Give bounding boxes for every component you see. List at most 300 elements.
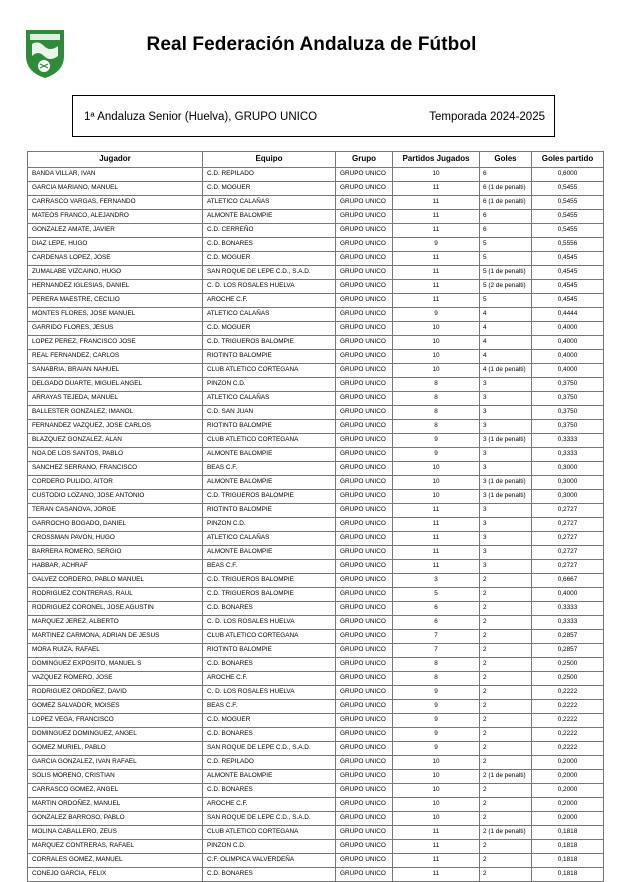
table-row <box>28 784 604 798</box>
table-row <box>28 518 604 532</box>
goals: 2 <box>480 574 532 588</box>
player-name: ZUMALABE VIZCAINO, HUGO <box>28 266 203 280</box>
goals: 2 <box>480 686 532 700</box>
player-name: BALLESTER GONZALEZ, IMANOL <box>28 406 203 420</box>
matches-played: 9 <box>393 714 480 728</box>
goals-per-match: 0,2727 <box>532 504 604 518</box>
table-row <box>28 434 604 448</box>
goals-per-match: 0,4000 <box>532 350 604 364</box>
group-name: GRUPO UNICO <box>336 644 393 658</box>
goals-per-match: 0,5455 <box>532 224 604 238</box>
table-row <box>28 812 604 826</box>
team-name: AROCHE C.F. <box>203 294 336 308</box>
column-header-partidos-jugados: Partidos Jugados <box>393 152 480 168</box>
table-row <box>28 308 604 322</box>
table-row <box>28 420 604 434</box>
player-name: MARQUEZ JEREZ, ALBERTO <box>28 616 203 630</box>
goals-per-match: 0,3000 <box>532 476 604 490</box>
matches-played: 7 <box>393 630 480 644</box>
player-name: MARTINEZ CARMONA, ADRIAN DE JESUS <box>28 630 203 644</box>
matches-played: 9 <box>393 728 480 742</box>
goals: 6 <box>480 210 532 224</box>
player-name: CROSSMAN PAVON, HUGO <box>28 532 203 546</box>
group-name: GRUPO UNICO <box>336 182 393 196</box>
goals-per-match: 0,4545 <box>532 280 604 294</box>
goals-per-match: 0,2727 <box>532 560 604 574</box>
table-row <box>28 490 604 504</box>
team-name: CLUB ATLETICO CORTEGANA <box>203 826 336 840</box>
team-name: CLUB ATLETICO CORTEGANA <box>203 630 336 644</box>
goals: 2 <box>480 602 532 616</box>
matches-played: 11 <box>393 280 480 294</box>
goals: 2 <box>480 672 532 686</box>
group-name: GRUPO UNICO <box>336 420 393 434</box>
team-name: C.D. BONARES <box>203 728 336 742</box>
table-row <box>28 630 604 644</box>
group-name: GRUPO UNICO <box>336 238 393 252</box>
player-name: CORDERO PULIDO, AITOR <box>28 476 203 490</box>
team-name: BEAS C.F. <box>203 560 336 574</box>
goals: 3 <box>480 392 532 406</box>
goals-per-match: 0,2727 <box>532 546 604 560</box>
player-name: MONTES FLORES, JOSE MANUEL <box>28 308 203 322</box>
matches-played: 11 <box>393 840 480 854</box>
matches-played: 9 <box>393 434 480 448</box>
team-name: AROCHE C.F. <box>203 798 336 812</box>
column-header-goles-partido: Goles partido <box>532 152 604 168</box>
goals-per-match: 0,3000 <box>532 462 604 476</box>
column-header-equipo: Equipo <box>203 152 336 168</box>
player-name: PERERA MAESTRE, CECILIO <box>28 294 203 308</box>
team-name: SAN ROQUE DE LEPE C.D., S.A.D. <box>203 812 336 826</box>
table-row <box>28 840 604 854</box>
team-name: C.D. REPILADO <box>203 168 336 182</box>
scorers-table-body <box>28 168 604 882</box>
table-row <box>28 644 604 658</box>
player-name: GOMEZ SALVADOR, MOISES <box>28 700 203 714</box>
goals: 3 (1 de penalti) <box>480 476 532 490</box>
matches-played: 11 <box>393 266 480 280</box>
group-name: GRUPO UNICO <box>336 518 393 532</box>
goals-per-match: 0,3333 <box>532 434 604 448</box>
group-name: GRUPO UNICO <box>336 686 393 700</box>
goals: 2 <box>480 756 532 770</box>
matches-played: 10 <box>393 476 480 490</box>
goals: 3 <box>480 420 532 434</box>
player-name: GARCIA GONZALEZ, IVAN RAFAEL <box>28 756 203 770</box>
team-name: C.D. BONARES <box>203 602 336 616</box>
matches-played: 8 <box>393 658 480 672</box>
goals: 6 <box>480 224 532 238</box>
matches-played: 8 <box>393 378 480 392</box>
goals-per-match: 0,2500 <box>532 658 604 672</box>
goals: 3 <box>480 448 532 462</box>
goals: 6 (1 de penalti) <box>480 196 532 210</box>
table-row <box>28 294 604 308</box>
matches-played: 10 <box>393 770 480 784</box>
matches-played: 11 <box>393 518 480 532</box>
matches-played: 11 <box>393 196 480 210</box>
goals: 2 <box>480 812 532 826</box>
table-row <box>28 742 604 756</box>
player-name: DELGADO DUARTE, MIGUEL ANGEL <box>28 378 203 392</box>
group-name: GRUPO UNICO <box>336 350 393 364</box>
matches-played: 8 <box>393 392 480 406</box>
goals: 5 <box>480 238 532 252</box>
table-row <box>28 574 604 588</box>
team-name: C.D. TRIGUEROS BALOMPIE <box>203 490 336 504</box>
goals: 3 <box>480 378 532 392</box>
group-name: GRUPO UNICO <box>336 532 393 546</box>
group-name: GRUPO UNICO <box>336 742 393 756</box>
goals: 2 <box>480 658 532 672</box>
matches-played: 11 <box>393 560 480 574</box>
table-row <box>28 392 604 406</box>
group-name: GRUPO UNICO <box>336 770 393 784</box>
goals: 2 <box>480 868 532 882</box>
group-name: GRUPO UNICO <box>336 672 393 686</box>
table-row <box>28 714 604 728</box>
table-row <box>28 322 604 336</box>
goals-per-match: 0,1818 <box>532 826 604 840</box>
goals-per-match: 0,2222 <box>532 714 604 728</box>
matches-played: 9 <box>393 308 480 322</box>
page-title: Real Federación Andaluza de Fútbol <box>146 34 477 55</box>
player-name: CONEJO GARCIA, FELIX <box>28 868 203 882</box>
goals: 3 (1 de penalti) <box>480 434 532 448</box>
player-name: CARDENAS LOPEZ, JOSE <box>28 252 203 266</box>
goals: 3 <box>480 406 532 420</box>
group-name: GRUPO UNICO <box>336 798 393 812</box>
group-name: GRUPO UNICO <box>336 868 393 882</box>
team-name: C.D. BONARES <box>203 868 336 882</box>
group-name: GRUPO UNICO <box>336 336 393 350</box>
goals-per-match: 0,6000 <box>532 168 604 182</box>
team-name: C.D. CERREÑO <box>203 224 336 238</box>
goals-per-match: 0,2222 <box>532 728 604 742</box>
group-name: GRUPO UNICO <box>336 196 393 210</box>
player-name: MARTIN ORDOÑEZ, MANUEL <box>28 798 203 812</box>
group-name: GRUPO UNICO <box>336 378 393 392</box>
player-name: MORA RUIZA, RAFAEL <box>28 644 203 658</box>
group-name: GRUPO UNICO <box>336 406 393 420</box>
matches-played: 11 <box>393 826 480 840</box>
scorers-table <box>27 151 604 882</box>
matches-played: 6 <box>393 616 480 630</box>
goals: 2 <box>480 588 532 602</box>
group-name: GRUPO UNICO <box>336 756 393 770</box>
player-name: VAZQUEZ ROMERO, JOSE <box>28 672 203 686</box>
group-name: GRUPO UNICO <box>336 616 393 630</box>
team-name: ALMONTE BALOMPIE <box>203 210 336 224</box>
player-name: DOMINGUEZ DOMINGUEZ, ANGEL <box>28 728 203 742</box>
goals-per-match: 0,2222 <box>532 686 604 700</box>
matches-played: 8 <box>393 672 480 686</box>
matches-played: 11 <box>393 854 480 868</box>
player-name: RODRIGUEZ CORONEL, JOSE AGUSTIN <box>28 602 203 616</box>
group-name: GRUPO UNICO <box>336 266 393 280</box>
goals: 2 <box>480 784 532 798</box>
player-name: NOA DE LOS SANTOS, PABLO <box>28 448 203 462</box>
goals-per-match: 0,2222 <box>532 700 604 714</box>
team-name: CLUB ATLETICO CORTEGANA <box>203 364 336 378</box>
team-name: C. D. LOS ROSALES HUELVA <box>203 616 336 630</box>
player-name: GARCIA MARIANO, MANUEL <box>28 182 203 196</box>
goals-per-match: 0,1818 <box>532 840 604 854</box>
matches-played: 8 <box>393 420 480 434</box>
goals-per-match: 0,1818 <box>532 854 604 868</box>
goals-per-match: 0,2222 <box>532 742 604 756</box>
table-row <box>28 686 604 700</box>
group-name: GRUPO UNICO <box>336 546 393 560</box>
team-name: C.D. MOGUER <box>203 252 336 266</box>
player-name: MARQUEZ CONTRERAS, RAFAEL <box>28 840 203 854</box>
group-name: GRUPO UNICO <box>336 476 393 490</box>
group-name: GRUPO UNICO <box>336 826 393 840</box>
matches-played: 10 <box>393 350 480 364</box>
player-name: GONZALEZ BARROSO, PABLO <box>28 812 203 826</box>
goals: 2 <box>480 700 532 714</box>
team-name: SAN ROQUE DE LEPE C.D., S.A.D. <box>203 742 336 756</box>
column-header-grupo: Grupo <box>336 152 393 168</box>
table-row <box>28 280 604 294</box>
player-name: BANDA VILLAR, IVAN <box>28 168 203 182</box>
matches-played: 8 <box>393 406 480 420</box>
table-row <box>28 560 604 574</box>
team-name: SAN ROQUE DE LEPE C.D., S.A.D. <box>203 266 336 280</box>
matches-played: 7 <box>393 644 480 658</box>
group-name: GRUPO UNICO <box>336 784 393 798</box>
table-row <box>28 266 604 280</box>
matches-played: 9 <box>393 686 480 700</box>
table-row <box>28 252 604 266</box>
team-name: C.D. BONARES <box>203 658 336 672</box>
matches-played: 11 <box>393 294 480 308</box>
goals: 4 <box>480 308 532 322</box>
team-name: C.D. BONARES <box>203 238 336 252</box>
table-row <box>28 756 604 770</box>
player-name: ARRAYAS TEJEDA, MANUEL <box>28 392 203 406</box>
team-name: C. D. LOS ROSALES HUELVA <box>203 280 336 294</box>
goals-per-match: 0,5455 <box>532 210 604 224</box>
matches-played: 11 <box>393 210 480 224</box>
group-name: GRUPO UNICO <box>336 434 393 448</box>
matches-played: 6 <box>393 602 480 616</box>
goals: 2 <box>480 644 532 658</box>
table-row <box>28 378 604 392</box>
team-name: ALMONTE BALOMPIE <box>203 770 336 784</box>
table-row <box>28 448 604 462</box>
table-row <box>28 616 604 630</box>
goals: 2 <box>480 616 532 630</box>
group-name: GRUPO UNICO <box>336 490 393 504</box>
goals-per-match: 0,2000 <box>532 812 604 826</box>
table-row <box>28 504 604 518</box>
table-row <box>28 672 604 686</box>
group-name: GRUPO UNICO <box>336 462 393 476</box>
team-name: BEAS C.F. <box>203 462 336 476</box>
group-name: GRUPO UNICO <box>336 392 393 406</box>
goals: 4 (1 de penalti) <box>480 364 532 378</box>
player-name: CORRALES GOMEZ, MANUEL <box>28 854 203 868</box>
team-name: C.D. MOGUER <box>203 182 336 196</box>
team-name: C.D. MOGUER <box>203 322 336 336</box>
goals: 3 <box>480 504 532 518</box>
group-name: GRUPO UNICO <box>336 602 393 616</box>
team-name: ATLETICO CALAÑAS <box>203 392 336 406</box>
group-name: GRUPO UNICO <box>336 210 393 224</box>
goals: 4 <box>480 322 532 336</box>
goals: 4 <box>480 336 532 350</box>
player-name: LOPEZ VEGA, FRANCISCO <box>28 714 203 728</box>
table-row <box>28 210 604 224</box>
table-row <box>28 182 604 196</box>
player-name: TERAN CASANOVA, JORGE <box>28 504 203 518</box>
table-header-row <box>28 152 604 168</box>
team-name: CLUB ATLETICO CORTEGANA <box>203 434 336 448</box>
player-name: SANCHEZ SERRANO, FRANCISCO <box>28 462 203 476</box>
table-row <box>28 700 604 714</box>
matches-played: 5 <box>393 588 480 602</box>
goals-per-match: 0,2000 <box>532 770 604 784</box>
team-name: C.D. MOGUER <box>203 714 336 728</box>
goals: 2 <box>480 840 532 854</box>
goals: 5 <box>480 294 532 308</box>
player-name: GOMEZ MURIEL, PABLO <box>28 742 203 756</box>
team-name: RIOTINTO BALOMPIE <box>203 504 336 518</box>
player-name: HABBAR, ACHRAF <box>28 560 203 574</box>
goals-per-match: 0,2000 <box>532 784 604 798</box>
table-row <box>28 588 604 602</box>
team-name: BEAS C.F. <box>203 700 336 714</box>
goals: 6 (1 de penalti) <box>480 182 532 196</box>
matches-played: 11 <box>393 546 480 560</box>
table-row <box>28 854 604 868</box>
matches-played: 10 <box>393 168 480 182</box>
matches-played: 11 <box>393 252 480 266</box>
matches-played: 11 <box>393 868 480 882</box>
matches-played: 10 <box>393 364 480 378</box>
goals: 2 <box>480 742 532 756</box>
table-row <box>28 602 604 616</box>
goals: 3 (1 de penalti) <box>480 490 532 504</box>
player-name: CUSTODIO LOZANO, JOSE ANTONIO <box>28 490 203 504</box>
table-row <box>28 364 604 378</box>
table-row <box>28 826 604 840</box>
matches-played: 11 <box>393 504 480 518</box>
group-name: GRUPO UNICO <box>336 448 393 462</box>
table-row <box>28 532 604 546</box>
matches-played: 9 <box>393 742 480 756</box>
table-row <box>28 476 604 490</box>
group-name: GRUPO UNICO <box>336 714 393 728</box>
matches-played: 9 <box>393 238 480 252</box>
group-name: GRUPO UNICO <box>336 308 393 322</box>
team-name: ALMONTE BALOMPIE <box>203 546 336 560</box>
team-name: RIOTINTO BALOMPIE <box>203 350 336 364</box>
team-name: C.D. TRIGUEROS BALOMPIE <box>203 336 336 350</box>
team-name: C.D. TRIGUEROS BALOMPIE <box>203 588 336 602</box>
group-name: GRUPO UNICO <box>336 504 393 518</box>
goals-per-match: 0,6667 <box>532 574 604 588</box>
player-name: DIAZ LEPE, HUGO <box>28 238 203 252</box>
goals-per-match: 0,3750 <box>532 420 604 434</box>
goals-per-match: 0,5556 <box>532 238 604 252</box>
group-name: GRUPO UNICO <box>336 728 393 742</box>
player-name: REAL FERNANDEZ, CARLOS <box>28 350 203 364</box>
goals: 2 <box>480 630 532 644</box>
team-name: C.D. TRIGUEROS BALOMPIE <box>203 574 336 588</box>
matches-played: 10 <box>393 798 480 812</box>
team-name: PINZON C.D. <box>203 840 336 854</box>
goals-per-match: 0,3750 <box>532 378 604 392</box>
table-row <box>28 406 604 420</box>
player-name: GARROCHO BOGADO, DANIEL <box>28 518 203 532</box>
matches-played: 10 <box>393 490 480 504</box>
goals: 2 <box>480 798 532 812</box>
goals-per-match: 0,3333 <box>532 448 604 462</box>
goals: 2 (1 de penalti) <box>480 826 532 840</box>
group-name: GRUPO UNICO <box>336 560 393 574</box>
table-row <box>28 770 604 784</box>
goals: 2 <box>480 728 532 742</box>
team-name: AROCHE C.F. <box>203 672 336 686</box>
goals: 4 <box>480 350 532 364</box>
group-name: GRUPO UNICO <box>336 812 393 826</box>
group-name: GRUPO UNICO <box>336 224 393 238</box>
team-name: PINZON C.D. <box>203 518 336 532</box>
goals-per-match: 0,2500 <box>532 672 604 686</box>
table-row <box>28 336 604 350</box>
goals-per-match: 0,2000 <box>532 798 604 812</box>
team-name: ALMONTE BALOMPIE <box>203 448 336 462</box>
goals-per-match: 0,3750 <box>532 392 604 406</box>
player-name: MATEOS FRANCO, ALEJANDRO <box>28 210 203 224</box>
player-name: MOLINA CABALLERO, ZEUS <box>28 826 203 840</box>
table-row <box>28 546 604 560</box>
player-name: HERNANDEZ IGLESIAS, DANIEL <box>28 280 203 294</box>
goals-per-match: 0,4000 <box>532 336 604 350</box>
goals-per-match: 0,3333 <box>532 616 604 630</box>
matches-played: 11 <box>393 182 480 196</box>
goals-per-match: 0,5455 <box>532 196 604 210</box>
team-name: C.D. SAN JUAN <box>203 406 336 420</box>
table-row <box>28 196 604 210</box>
matches-played: 3 <box>393 574 480 588</box>
player-name: BARRERA ROMERO, SERGIO <box>28 546 203 560</box>
player-name: SOLIS MORENO, CRISTIAN <box>28 770 203 784</box>
goals-per-match: 0,4000 <box>532 322 604 336</box>
goals: 2 <box>480 854 532 868</box>
goals-per-match: 0,3333 <box>532 602 604 616</box>
player-name: GARRIDO FLORES, JESUS <box>28 322 203 336</box>
table-row <box>28 728 604 742</box>
table-row <box>28 462 604 476</box>
player-name: CARRASCO GOMEZ, ANGEL <box>28 784 203 798</box>
table-row <box>28 798 604 812</box>
goals-per-match: 0,4000 <box>532 364 604 378</box>
group-name: GRUPO UNICO <box>336 658 393 672</box>
goals-per-match: 0,5455 <box>532 182 604 196</box>
group-name: GRUPO UNICO <box>336 588 393 602</box>
group-name: GRUPO UNICO <box>336 840 393 854</box>
table-row <box>28 238 604 252</box>
group-name: GRUPO UNICO <box>336 364 393 378</box>
goals-per-match: 0,3000 <box>532 490 604 504</box>
group-name: GRUPO UNICO <box>336 294 393 308</box>
goals-per-match: 0,2857 <box>532 630 604 644</box>
column-header-jugador: Jugador <box>28 152 203 168</box>
